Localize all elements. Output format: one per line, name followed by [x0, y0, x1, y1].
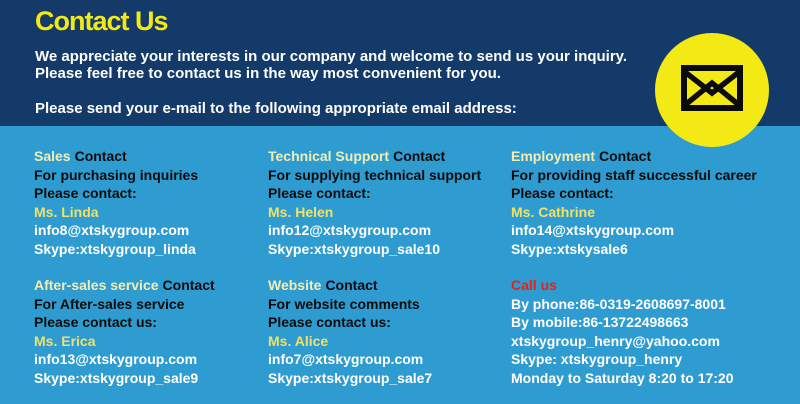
- call-us-heading: Call us: [511, 277, 557, 293]
- skype-line: Skype: xtskygroup_henry: [511, 351, 683, 367]
- contact-email: info13@xtskygroup.com: [34, 351, 198, 367]
- contact-person: Ms. Alice: [268, 332, 329, 349]
- contact-person: Ms. Helen: [268, 203, 334, 220]
- envelope-icon: [680, 64, 744, 117]
- contact-person: Ms. Cathrine: [511, 203, 596, 220]
- email-line: xtskygroup_henry@yahoo.com: [511, 332, 720, 349]
- hours-line: Monday to Saturday 8:20 to 17:20: [511, 369, 734, 386]
- card-description: For purchasing inquiries: [34, 166, 199, 183]
- contact-card-after-sales: [34, 276, 215, 387]
- card-heading: Sales Contact: [34, 148, 127, 164]
- card-description: For website comments: [268, 295, 420, 312]
- contact-email: info14@xtskygroup.com: [511, 222, 675, 238]
- email-badge: [655, 33, 769, 147]
- card-heading: Website Contact: [268, 277, 378, 293]
- email-instruction: Please send your e-mail to the following appropriate email address:: [35, 100, 517, 117]
- card-description: For providing staff successful career: [511, 166, 757, 183]
- intro-line-2: Please feel free to contact us in the way most convenient for you.: [35, 65, 501, 82]
- call-us-card: [511, 276, 734, 387]
- contact-card-technical-support: [268, 147, 481, 258]
- contact-person: Ms. Linda: [34, 203, 99, 220]
- mobile-line: By mobile:86-13722498663: [511, 314, 689, 330]
- contact-skype: Skype:xtskygroup_sale9: [34, 369, 199, 386]
- card-prompt: Please contact:: [511, 185, 614, 201]
- contact-email: info12@xtskygroup.com: [268, 222, 432, 238]
- contact-card-sales: [34, 147, 198, 258]
- intro-text: [35, 48, 627, 82]
- card-prompt: Please contact us:: [34, 314, 157, 330]
- contact-person: Ms. Erica: [34, 332, 96, 349]
- card-prompt: Please contact:: [34, 185, 137, 201]
- contact-skype: Skype:xtskysale6: [511, 240, 628, 257]
- page-title: Contact Us: [35, 6, 168, 36]
- contact-skype: Skype:xtskygroup_sale7: [268, 369, 433, 386]
- card-heading: Employment Contact: [511, 148, 652, 164]
- contact-skype: Skype:xtskygroup_linda: [34, 240, 196, 257]
- contact-card-website: [268, 276, 432, 387]
- contact-email: info7@xtskygroup.com: [268, 351, 424, 367]
- intro-line-1: We appreciate your interests in our company and welcome to send us your inquiry.: [35, 48, 628, 65]
- card-heading: Technical Support Contact: [268, 148, 446, 164]
- card-description: For supplying technical support: [268, 166, 482, 183]
- card-description: For After-sales service: [34, 295, 185, 312]
- card-prompt: Please contact:: [268, 185, 371, 201]
- contact-email: info8@xtskygroup.com: [34, 222, 190, 238]
- contact-card-employment: [511, 147, 757, 258]
- phone-line: By phone:86-0319-2608697-8001: [511, 295, 726, 312]
- contact-skype: Skype:xtskygroup_sale10: [268, 240, 440, 257]
- card-prompt: Please contact us:: [268, 314, 391, 330]
- card-heading: After-sales service Contact: [34, 277, 215, 293]
